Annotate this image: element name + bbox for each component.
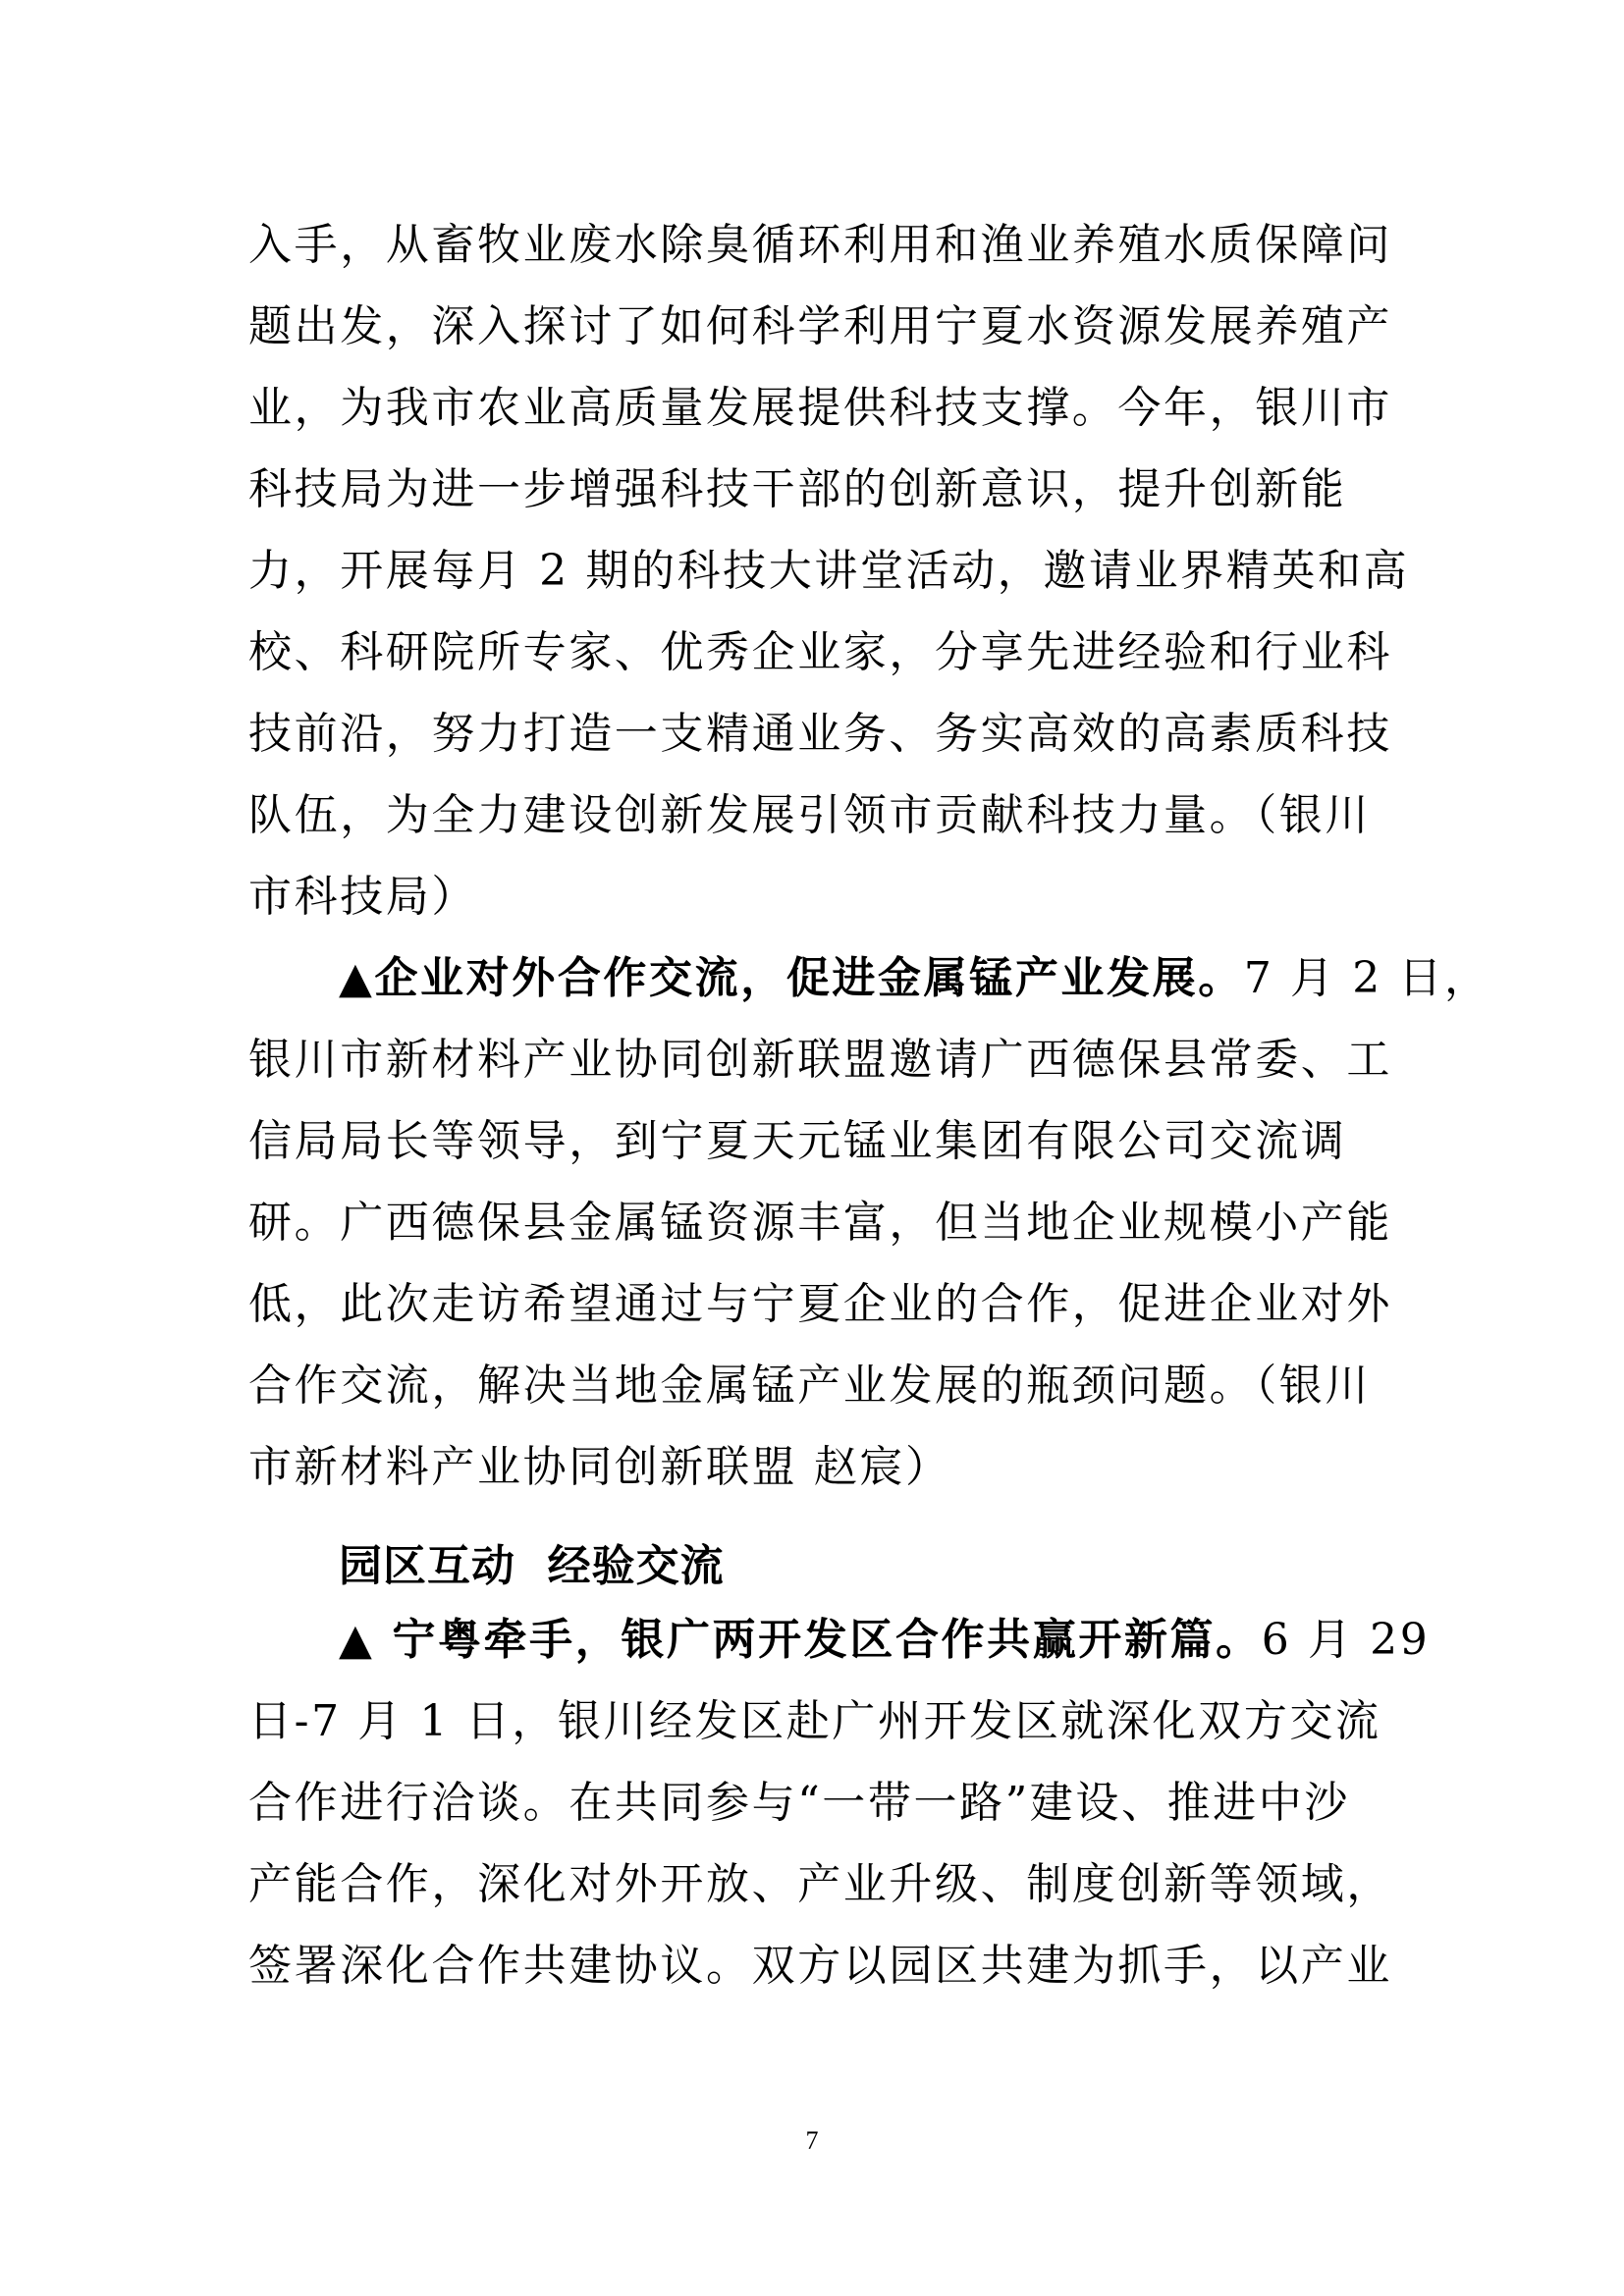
text-line: 业，为我市农业高质量发展提供科技支撑。今年，银川市	[248, 383, 1392, 433]
paragraph-science-bureau	[248, 218, 1410, 951]
text-line: 队伍，为全力建设创新发展引领市贡献科技力量。（银川	[248, 790, 1371, 840]
text-line: 合作交流，解决当地金属锰产业发展的瓶颈问题。（银川	[248, 1361, 1371, 1411]
section-heading-text: 园区互动 经验交流	[339, 1541, 725, 1591]
text-line: 市新材料产业协同创新联盟 赵宸）	[248, 1442, 951, 1492]
text-line-first	[248, 951, 1490, 1033]
text-line: 银川市新材料产业协同创新联盟邀请广西德保县常委、工	[248, 1035, 1392, 1085]
text-line: 日-7 月 1 日，银川经发区赴广州开发区就深化双方交流	[248, 1696, 1381, 1746]
news-date: 7 月 2 日，	[1243, 953, 1490, 1003]
text-line: 校、科研院所专家、优秀企业家，分享先进经验和行业科	[248, 627, 1392, 677]
news-date: 6 月 29	[1261, 1615, 1431, 1665]
text-line: 低，此次走访希望通过与宁夏企业的合作，促进企业对外	[248, 1279, 1392, 1329]
text-line: 研。广西德保县金属锰资源丰富，但当地企业规模小产能	[248, 1198, 1392, 1248]
text-line: 科技局为进一步增强科技干部的创新意识，提升创新能	[248, 464, 1347, 514]
text-line-first	[248, 1613, 1431, 1694]
news-headline: ▲企业对外合作交流，促进金属锰产业发展。	[339, 953, 1244, 1003]
text-line: 产能合作，深化对外开放、产业升级、制度创新等领域，	[248, 1859, 1392, 1909]
text-line: 市科技局）	[248, 872, 477, 922]
text-line: 入手，从畜牧业废水除臭循环利用和渔业养殖水质保障问	[248, 220, 1392, 270]
text-line: 信局局长等领导，到宁夏天元锰业集团有限公司交流调	[248, 1116, 1347, 1166]
text-line: 签署深化合作共建协议。双方以园区共建为抓手，以产业	[248, 1941, 1392, 1991]
paragraph-ningyue-cooperation	[248, 1613, 1431, 2020]
page-number: 7	[805, 2126, 819, 2155]
text-line: 力，开展每月 2 期的科技大讲堂活动，邀请业界精英和高	[248, 546, 1410, 596]
document-body	[248, 218, 1490, 2020]
text-line: 题出发，深入探讨了如何科学利用宁夏水资源发展养殖产	[248, 301, 1392, 351]
paragraph-manganese-cooperation	[248, 951, 1490, 1522]
news-headline: ▲ 宁粤牵手，银广两开发区合作共赢开新篇。	[339, 1615, 1262, 1665]
text-line: 合作进行洽谈。在共同参与“一带一路”建设、推进中沙	[248, 1778, 1350, 1828]
text-line: 技前沿，努力打造一支精通业务、务实高效的高素质科技	[248, 709, 1392, 759]
spacer	[248, 1522, 1378, 1531]
section-heading	[248, 1531, 1378, 1613]
